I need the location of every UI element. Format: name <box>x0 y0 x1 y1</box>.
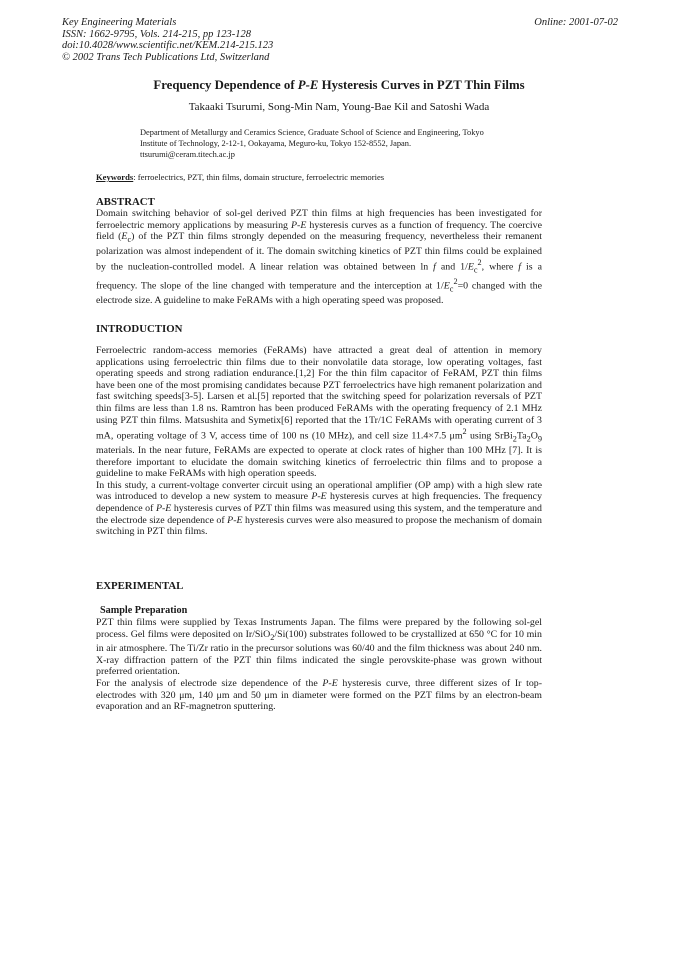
introduction-heading: INTRODUCTION <box>96 323 183 335</box>
author-list: Takaaki Tsurumi, Song-Min Nam, Young-Bae Kil and Satoshi Wada <box>188 101 490 113</box>
affiliation-text: Department of Metallurgy and Ceramics Science, Graduate School of Science and Engineering, Tokyo Institute of Technology, 2-12-1, Ookayama, Meguro-ku, Tokyo 152-8552, Japan. <box>140 128 484 148</box>
abstract-heading: ABSTRACT <box>96 196 155 208</box>
paper-title: Frequency Dependence of P-E Hysteresis Curves in PZT Thin Films <box>153 78 525 92</box>
keywords-text: : ferroelectrics, PZT, thin films, domain structure, ferroelectric memories <box>133 172 385 182</box>
doi-line: doi:10.4028/www.scientific.net/KEM.214-215.123 <box>62 40 274 51</box>
issn-line: ISSN: 1662-9795, Vols. 214-215, pp 123-128 <box>62 28 251 40</box>
introduction-paragraph-2: In this study, a current-voltage converter circuit using an operational amplifier (OP amp) with a high slew rate was introduced to develop a new system to measure P-E hysteresis curves at high frequencies. The frequency dependence of P-E hysteresis curves of PZT thin films was measured using this system, and the temperature and the electrode size dependence of P-E hysteresis curves were also measured to propose the mechanism of domain switching in PZT thin films. <box>96 479 543 538</box>
experimental-heading: EXPERIMENTAL <box>96 580 184 592</box>
affiliation <box>140 127 500 160</box>
journal-name: Key Engineering Materials <box>62 17 177 28</box>
keywords-line <box>96 172 384 182</box>
copyright-line: © 2002 Trans Tech Publications Ltd, Switzerland <box>62 51 270 63</box>
introduction-paragraph-1: Ferroelectric random-access memories (FeRAMs) have attracted a great deal of attention in memory applications using ferroelectric thin films due to their nonvolatile data storage, low operating voltages, fast operating speeds and strong radiation endurance.[1,2] For the thin film capacitor of FeRAM, PZT thin films have been one of the most promising candidates because PZT ferroelectrics have high remanent polarization and fast switching speeds[3-5]. Larsen et al.[5] reported that the switching speed for polarization reversals of PZT thin films are less than 1.8 ns. Ramtron has been produced FeRAMs with the operating frequency of 2.1 MHz using PZT thin films. Matsushita and Symetix[6] reported that the 1Tr/1C FeRAMs with operating current of 3 mA, operating voltage of 3 V, access time of 100 ns (10 MHz), and cell size 11.4×7.5 $\mu m^2$ using $SrBi_2Ta_2O_9$ materials. In the near future, FeRAMs are expected to operate at clock rates of higher than 100 MHz [7]. It is therefore important to elucidate the domain switching kinetics of ferroelectric thin films and to propose a guideline to make FeRAMs with high operation speeds. <box>96 345 542 480</box>
keywords-label: Keywords <box>96 172 134 182</box>
citation-block <box>62 17 273 63</box>
experimental-body <box>96 617 542 713</box>
introduction-body <box>96 345 542 538</box>
author-email: ttsurumi@ceram.titech.ac.jp <box>140 150 235 159</box>
online-date: Online: 2001-07-02 <box>534 17 618 28</box>
sample-preparation-heading: Sample Preparation <box>100 605 188 616</box>
abstract-body: Domain switching behavior of sol-gel derived PZT thin films at high frequencies has been investigated for ferroelectric memory applications by measuring P-E hysteresis curves as a function of frequency. The coercive field $(E_c)$ of the PZT thin films strongly depended on the measuring frequency, nevertheless their remanent polarization was almost independent of it. The domain switching kinetics of PZT thin films could be explained by the nucleation-controlled model. A linear relation was obtained between ln f and $1/E_c^2$, where f is a frequency. The slope of the line changed with temperature and the interception at $1/E_c^2=0$ changed with the electrode size. A guideline to make FeRAMs with a high operating speed was proposed. <box>96 208 542 307</box>
experimental-paragraph-1: PZT thin films were supplied by Texas Instruments Japan. The films were prepared by the following sol-gel process. Gel films were deposited on Ir/SiO$_2$/Si(100) substrates followed to be crystallized at 650 °C for 10 min in air atmosphere. The Ti/Zr ratio in the precursor solutions was 60/40 and the film thickness was about 240 nm. X-ray diffraction pattern of the PZT thin films indicated the single perovskite-phase was grown without preferred orientation. <box>96 617 542 678</box>
experimental-paragraph-2: For the analysis of electrode size dependence of the P-E hysteresis curve, three different sizes of Ir top-electrodes with 320 μm, 140 μm and 50 μm in diameter were formed on the PZT films by an electron-beam evaporation and an RF-magnetron sputtering. <box>96 677 542 713</box>
